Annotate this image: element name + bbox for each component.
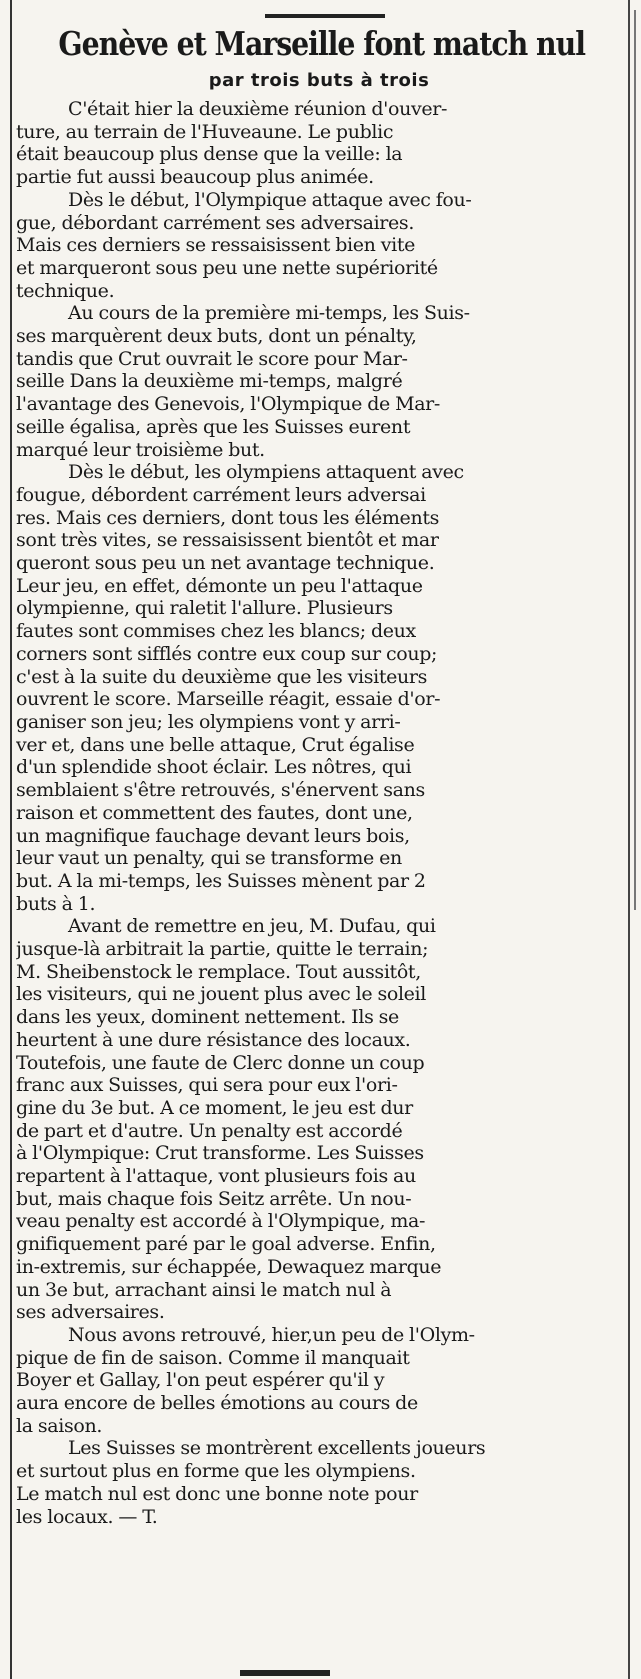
text-line: pique de fin de saison. Comme il manquait bbox=[16, 1346, 410, 1369]
column-rule-left bbox=[10, 0, 12, 1679]
article bbox=[16, 24, 622, 1528]
paragraph bbox=[16, 1437, 622, 1528]
text-line: Dès le début, l'Olympique attaque avec fou- bbox=[68, 188, 472, 211]
text-line: Le match nul est donc une bonne note pour bbox=[16, 1482, 418, 1505]
column-rule-right bbox=[628, 0, 630, 1679]
text-line: but, mais chaque fois Seitz arrête. Un nou- bbox=[16, 1187, 412, 1210]
text-line: tandis que Crut ouvrait le score pour Mar- bbox=[16, 347, 408, 370]
text-line: de part et d'autre. Un penalty est accordé bbox=[16, 1119, 403, 1142]
text-line: Mais ces derniers se ressaisissent bien vite bbox=[16, 234, 416, 257]
text-line: ses adversaires. bbox=[16, 1301, 165, 1324]
column-rule-right-outer bbox=[634, 10, 636, 910]
subheadline: par trois buts à trois bbox=[208, 70, 430, 91]
text-line: veau penalty est accordé à l'Olympique, ma- bbox=[16, 1210, 426, 1233]
text-line: ver et, dans une belle attaque, Crut égalise bbox=[16, 733, 415, 756]
text-line: Les Suisses se montrèrent excellents joueurs bbox=[68, 1437, 486, 1460]
text-line: sont très vites, se ressaisissent bientôt et mar bbox=[16, 529, 439, 552]
text-line: M. Sheibenstock le remplace. Tout aussitôt, bbox=[16, 960, 421, 983]
text-line: gue, débordant carrément ses adversaires. bbox=[16, 211, 415, 234]
text-line: Boyer et Gallay, l'on peut espérer qu'il y bbox=[16, 1369, 385, 1392]
text-line: but. A la mi-temps, les Suisses mènent par 2 bbox=[16, 869, 426, 892]
text-line: partie fut aussi beaucoup plus animée. bbox=[16, 166, 374, 189]
headline: Genève et Marseille font match nul bbox=[58, 24, 585, 63]
text-line: à l'Olympique: Crut transforme. Les Suisses bbox=[16, 1142, 424, 1165]
text-line: in-extremis, sur échappée, Dewaquez marque bbox=[16, 1255, 442, 1278]
text-line: Dès le début, les olympiens attaquent avec bbox=[68, 461, 464, 484]
top-separator-bar bbox=[265, 14, 385, 18]
text-line: et surtout plus en forme que les olympiens. bbox=[16, 1460, 416, 1483]
text-line: dans les yeux, dominent nettement. Ils se bbox=[16, 1006, 399, 1029]
text-line: ture, au terrain de l'Huveaune. Le public bbox=[16, 120, 394, 143]
text-line: raison et commettent des fautes, dont une, bbox=[16, 801, 413, 824]
bottom-separator-bar bbox=[240, 1670, 330, 1676]
paragraph bbox=[16, 302, 622, 461]
paragraph bbox=[16, 461, 622, 915]
text-line: jusque-là arbitrait la partie, quitte le terrain; bbox=[16, 938, 429, 961]
text-line: l'avantage des Genevois, l'Olympique de Mar- bbox=[16, 393, 440, 416]
paragraph bbox=[16, 915, 622, 1324]
text-line: technique. bbox=[16, 279, 115, 302]
text-line: fautes sont commises chez les blancs; deux bbox=[16, 620, 416, 643]
paragraph bbox=[16, 98, 622, 189]
text-line: ses marquèrent deux buts, dont un pénalty, bbox=[16, 325, 417, 348]
text-line: aura encore de belles émotions au cours de bbox=[16, 1392, 418, 1415]
text-line: les locaux. — T. bbox=[16, 1505, 158, 1528]
text-line: semblaient s'être retrouvés, s'énervent sans bbox=[16, 779, 425, 802]
text-line: seille égalisa, après que les Suisses eurent bbox=[16, 415, 411, 438]
text-line: la saison. bbox=[16, 1414, 103, 1437]
text-line: les visiteurs, qui ne jouent plus avec le soleil bbox=[16, 983, 427, 1006]
text-line: d'un splendide shoot éclair. Les nôtres, qui bbox=[16, 756, 412, 779]
text-line: Au cours de la première mi-temps, les Suis- bbox=[68, 302, 470, 325]
text-line: queront sous peu un net avantage technique. bbox=[16, 552, 435, 575]
text-line: heurtent à une dure résistance des locaux. bbox=[16, 1028, 411, 1051]
text-line: Leur jeu, en effet, démonte un peu l'attaque bbox=[16, 574, 423, 597]
text-line: Nous avons retrouvé, hier,un peu de l'Olym- bbox=[68, 1323, 475, 1346]
text-line: C'était hier la deuxième réunion d'ouver- bbox=[68, 98, 448, 120]
text-line: fougue, débordent carrément leurs adversai bbox=[16, 483, 426, 506]
text-line: ouvrent le score. Marseille réagit, essaie d'or- bbox=[16, 688, 441, 711]
text-line: Avant de remettre en jeu, M. Dufau, qui bbox=[68, 915, 436, 938]
paragraph bbox=[16, 1324, 622, 1438]
text-line: un magnifique fauchage devant leurs bois, bbox=[16, 824, 410, 847]
text-line: res. Mais ces derniers, dont tous les éléments bbox=[16, 506, 440, 529]
text-line: gine du 3e but. A ce moment, le jeu est dur bbox=[16, 1096, 413, 1119]
text-line: ganiser son jeu; les olympiens vont y arri- bbox=[16, 710, 401, 733]
text-line: leur vaut un penalty, qui se transforme en bbox=[16, 847, 402, 870]
text-line: Toutefois, une faute de Clerc donne un coup bbox=[16, 1051, 425, 1074]
text-line: franc aux Suisses, qui sera pour eux l'ori- bbox=[16, 1074, 398, 1097]
text-line: olympienne, qui raletit l'allure. Plusieurs bbox=[16, 597, 393, 620]
text-line: buts à 1. bbox=[16, 892, 96, 915]
text-line: marqué leur troisième but. bbox=[16, 438, 265, 461]
paragraph bbox=[16, 189, 622, 303]
text-line: gnifiquement paré par le goal adverse. Enfin, bbox=[16, 1233, 436, 1256]
text-line: un 3e but, arrachant ainsi le match nul à bbox=[16, 1278, 392, 1301]
article-body bbox=[16, 98, 622, 1528]
text-line: seille Dans la deuxième mi-temps, malgré bbox=[16, 370, 403, 393]
text-line: c'est à la suite du deuxième que les visiteurs bbox=[16, 665, 428, 688]
text-line: repartent à l'attaque, vont plusieurs fois au bbox=[16, 1165, 416, 1188]
text-line: était beaucoup plus dense que la veille: la bbox=[16, 143, 403, 166]
text-line: et marqueront sous peu une nette supériorité bbox=[16, 256, 438, 279]
text-line: corners sont sifflés contre eux coup sur coup; bbox=[16, 642, 438, 665]
